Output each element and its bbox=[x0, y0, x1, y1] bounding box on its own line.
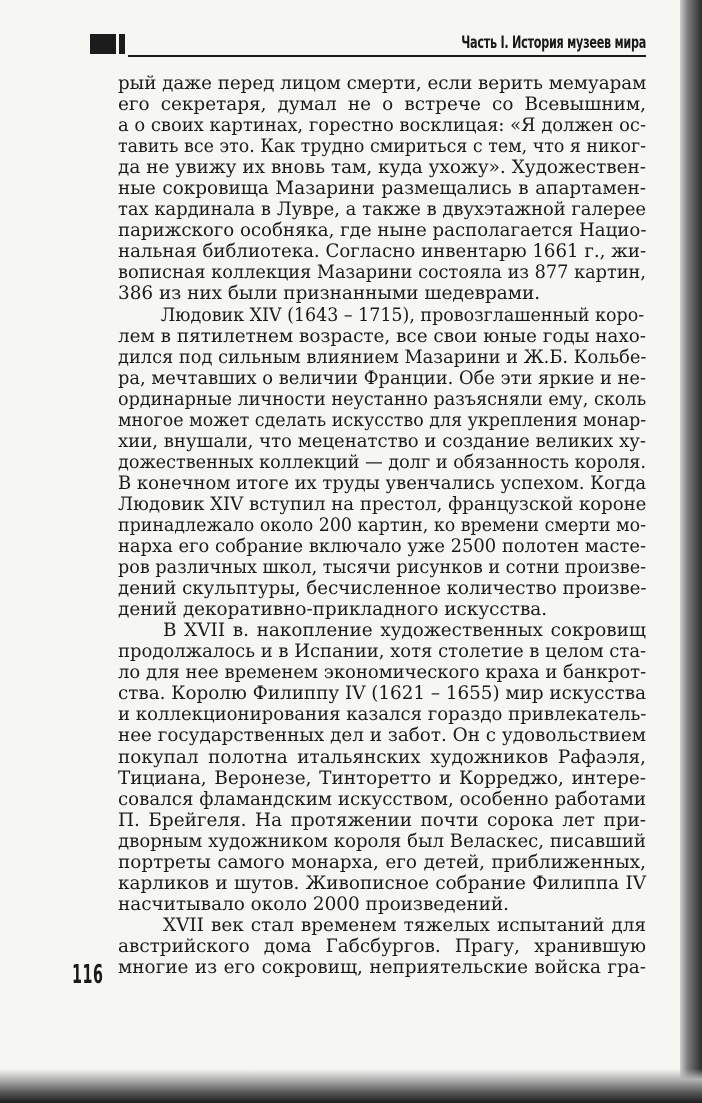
text-line: ства. Королю Филиппу IV (1621 – 1655) мир искусства bbox=[118, 683, 647, 705]
text-line: Тициана, Веронезе, Тинторетто и Корреджо, интере- bbox=[118, 767, 646, 789]
text-line: лем в пятилетнем возрасте, все свои юные годы нахо- bbox=[118, 325, 646, 347]
text-line: дений декоративно-прикладного искусства. bbox=[118, 599, 548, 621]
text-line: карликов и шутов. Живописное собрание Филиппа IV bbox=[118, 872, 646, 894]
text-line: да не увижу их вновь там, куда ухожу». Художествен- bbox=[118, 157, 646, 179]
text-line: XVII век стал временем тяжелых испытаний для bbox=[163, 914, 646, 936]
text-line: нарха его собрание включало уже 2500 полотен масте- bbox=[118, 536, 647, 558]
text-line: совался фламандским искусством, особенно работами bbox=[118, 788, 647, 810]
text-line: и коллекционирования казался гораздо привлекатель- bbox=[118, 704, 647, 726]
text-line: портреты самого монарха, его детей, приближенных, bbox=[118, 851, 646, 873]
text-line: многие из его сокровищ, неприятельские войска гра- bbox=[118, 956, 646, 978]
page-number: 116 bbox=[72, 960, 104, 990]
text-line: покупал полотна итальянских художников Рафаэля, bbox=[118, 746, 646, 768]
text-line: В конечном итоге их труды увенчались успехом. Когда bbox=[118, 472, 647, 494]
text-line: хии, внушали, что меценатство и создание великих ху- bbox=[118, 430, 646, 452]
text-line: парижского особняка, где ныне располагается Нацио- bbox=[118, 220, 647, 242]
text-line: дворным художником короля был Веласкес, писавший bbox=[118, 830, 646, 852]
scan-edge-bottom bbox=[0, 1069, 702, 1103]
header-rule bbox=[128, 55, 646, 57]
scan-edge-right bbox=[680, 0, 702, 1103]
text-line: тах кардинала в Лувре, а также в двухэтажной галерее bbox=[118, 199, 647, 221]
header-ornament-block bbox=[90, 34, 116, 54]
text-line: рый даже перед лицом смерти, если верить мемуарам bbox=[118, 73, 647, 94]
text-line: П. Брейгеля. На протяжении почти сорока лет при- bbox=[118, 809, 646, 831]
text-line: ра, мечтавших о величии Франции. Обе эти яркие и не- bbox=[118, 367, 646, 389]
text-line: вописная коллекция Мазарини состояла из 877 картин, bbox=[118, 262, 646, 284]
text-line: Людовик XIV (1643 – 1715), провозглашенный коро- bbox=[160, 304, 645, 326]
text-line: Людовик XIV вступил на престол, французской короне bbox=[118, 493, 647, 515]
text-line: нее государственных дел и забот. Он с удовольствием bbox=[118, 725, 646, 747]
text-line: нальная библиотека. Согласно инвентарю 1661 г., жи- bbox=[118, 241, 647, 263]
text-line: ординарные личности неустанно разъясняли ему, сколь bbox=[118, 388, 647, 410]
running-head: Часть I. История музеев мира bbox=[461, 33, 646, 53]
text-line: В XVII в. накопление художественных сокровищ bbox=[163, 620, 646, 642]
text-line: дений скульптуры, бесчисленное количество произве- bbox=[118, 578, 647, 600]
text-line: тавить все это. Как трудно смириться с тем, что я никог- bbox=[118, 136, 646, 158]
text-line: ные сокровища Мазарини размещались в апартамен- bbox=[118, 178, 646, 200]
text-line: его секретаря, думал не о встрече со Всевышним, bbox=[118, 94, 646, 116]
text-line: многое может сделать искусство для укрепления монар- bbox=[118, 409, 647, 431]
header-ornament-bar bbox=[119, 34, 125, 54]
body-text bbox=[118, 73, 646, 978]
text-line: австрийского дома Габсбургов. Прагу, хранившую bbox=[118, 935, 646, 957]
text-line: дился под сильным влиянием Мазарини и Ж.Б. Кольбе- bbox=[118, 346, 647, 368]
text-line: принадлежало около 200 картин, ко времени смерти мо- bbox=[118, 514, 646, 536]
text-line: дожественных коллекций — долг и обязанность короля. bbox=[118, 451, 647, 473]
text-line: а о своих картинах, горестно восклицая: «Я должен ос- bbox=[118, 115, 647, 137]
text-line: ров различных школ, тысячи рисунков и сотни произве- bbox=[118, 557, 647, 579]
text-line: ло для нее временем экономического краха и банкрот- bbox=[118, 662, 647, 684]
text-line: 386 из них были признанными шедеврами. bbox=[118, 283, 541, 305]
text-line: продолжалось и в Испании, хотя столетие в целом ста- bbox=[118, 641, 647, 663]
text-line: насчитывало около 2000 произведений. bbox=[118, 893, 510, 915]
